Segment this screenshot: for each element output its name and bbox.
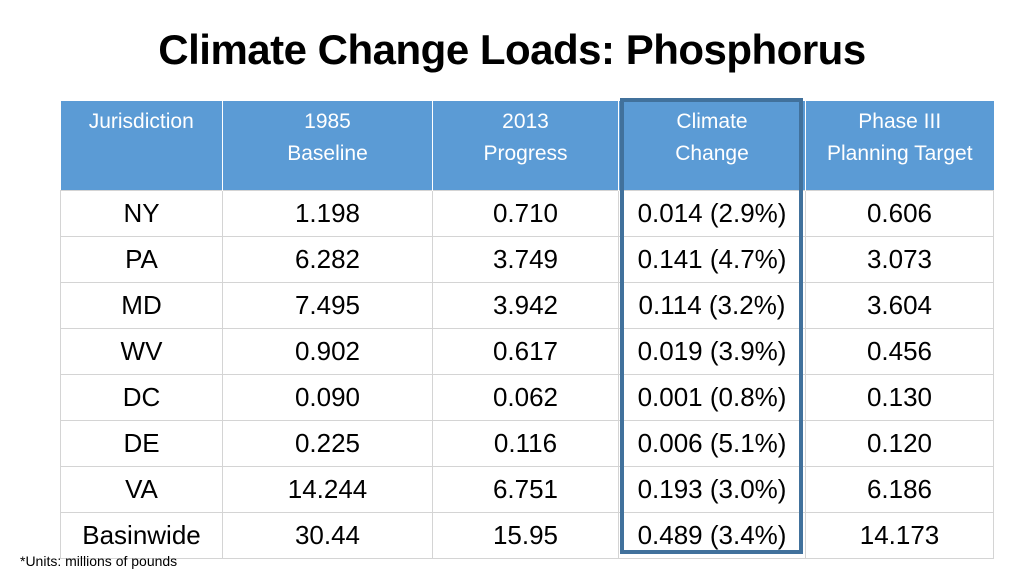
cell-jurisdiction: VA xyxy=(61,467,223,513)
table-row-total xyxy=(61,513,994,559)
header-jurisdiction: Jurisdiction xyxy=(61,101,223,191)
table-row xyxy=(61,375,994,421)
header-2013-progress: 2013 Progress xyxy=(433,101,619,191)
cell-jurisdiction: MD xyxy=(61,283,223,329)
table-row xyxy=(61,421,994,467)
header-phase-iii-target: Phase III Planning Target xyxy=(806,101,994,191)
cell-phase-iii-target: 0.120 xyxy=(806,421,994,467)
cell-jurisdiction: Basinwide xyxy=(61,513,223,559)
cell-climate-change: 0.141 (4.7%) xyxy=(619,237,806,283)
cell-2013-progress: 0.062 xyxy=(433,375,619,421)
cell-jurisdiction: DC xyxy=(61,375,223,421)
table-row xyxy=(61,467,994,513)
cell-climate-change: 0.489 (3.4%) xyxy=(619,513,806,559)
cell-climate-change: 0.114 (3.2%) xyxy=(619,283,806,329)
cell-jurisdiction: DE xyxy=(61,421,223,467)
cell-jurisdiction: PA xyxy=(61,237,223,283)
header-climate-change: Climate Change xyxy=(619,101,806,191)
cell-1985-baseline: 6.282 xyxy=(223,237,433,283)
units-footnote: *Units: millions of pounds xyxy=(20,553,178,569)
cell-1985-baseline: 0.225 xyxy=(223,421,433,467)
table-row xyxy=(61,283,994,329)
cell-climate-change: 0.006 (5.1%) xyxy=(619,421,806,467)
cell-phase-iii-target: 14.173 xyxy=(806,513,994,559)
cell-2013-progress: 0.116 xyxy=(433,421,619,467)
cell-2013-progress: 3.749 xyxy=(433,237,619,283)
cell-phase-iii-target: 3.604 xyxy=(806,283,994,329)
cell-2013-progress: 0.710 xyxy=(433,191,619,237)
cell-1985-baseline: 1.198 xyxy=(223,191,433,237)
cell-2013-progress: 0.617 xyxy=(433,329,619,375)
table-header-row xyxy=(61,101,994,191)
page-title: Climate Change Loads: Phosphorus xyxy=(158,26,866,73)
cell-phase-iii-target: 3.073 xyxy=(806,237,994,283)
cell-climate-change: 0.001 (0.8%) xyxy=(619,375,806,421)
cell-1985-baseline: 0.902 xyxy=(223,329,433,375)
cell-2013-progress: 6.751 xyxy=(433,467,619,513)
cell-climate-change: 0.019 (3.9%) xyxy=(619,329,806,375)
cell-1985-baseline: 14.244 xyxy=(223,467,433,513)
cell-jurisdiction: WV xyxy=(61,329,223,375)
cell-phase-iii-target: 6.186 xyxy=(806,467,994,513)
header-1985-baseline: 1985 Baseline xyxy=(223,101,433,191)
table-row xyxy=(61,191,994,237)
cell-1985-baseline: 0.090 xyxy=(223,375,433,421)
table-row xyxy=(61,237,994,283)
loads-table xyxy=(60,101,994,559)
cell-2013-progress: 3.942 xyxy=(433,283,619,329)
cell-climate-change: 0.193 (3.0%) xyxy=(619,467,806,513)
cell-1985-baseline: 30.44 xyxy=(223,513,433,559)
table-row xyxy=(61,329,994,375)
cell-phase-iii-target: 0.456 xyxy=(806,329,994,375)
cell-phase-iii-target: 0.130 xyxy=(806,375,994,421)
cell-phase-iii-target: 0.606 xyxy=(806,191,994,237)
cell-climate-change: 0.014 (2.9%) xyxy=(619,191,806,237)
cell-jurisdiction: NY xyxy=(61,191,223,237)
cell-2013-progress: 15.95 xyxy=(433,513,619,559)
cell-1985-baseline: 7.495 xyxy=(223,283,433,329)
